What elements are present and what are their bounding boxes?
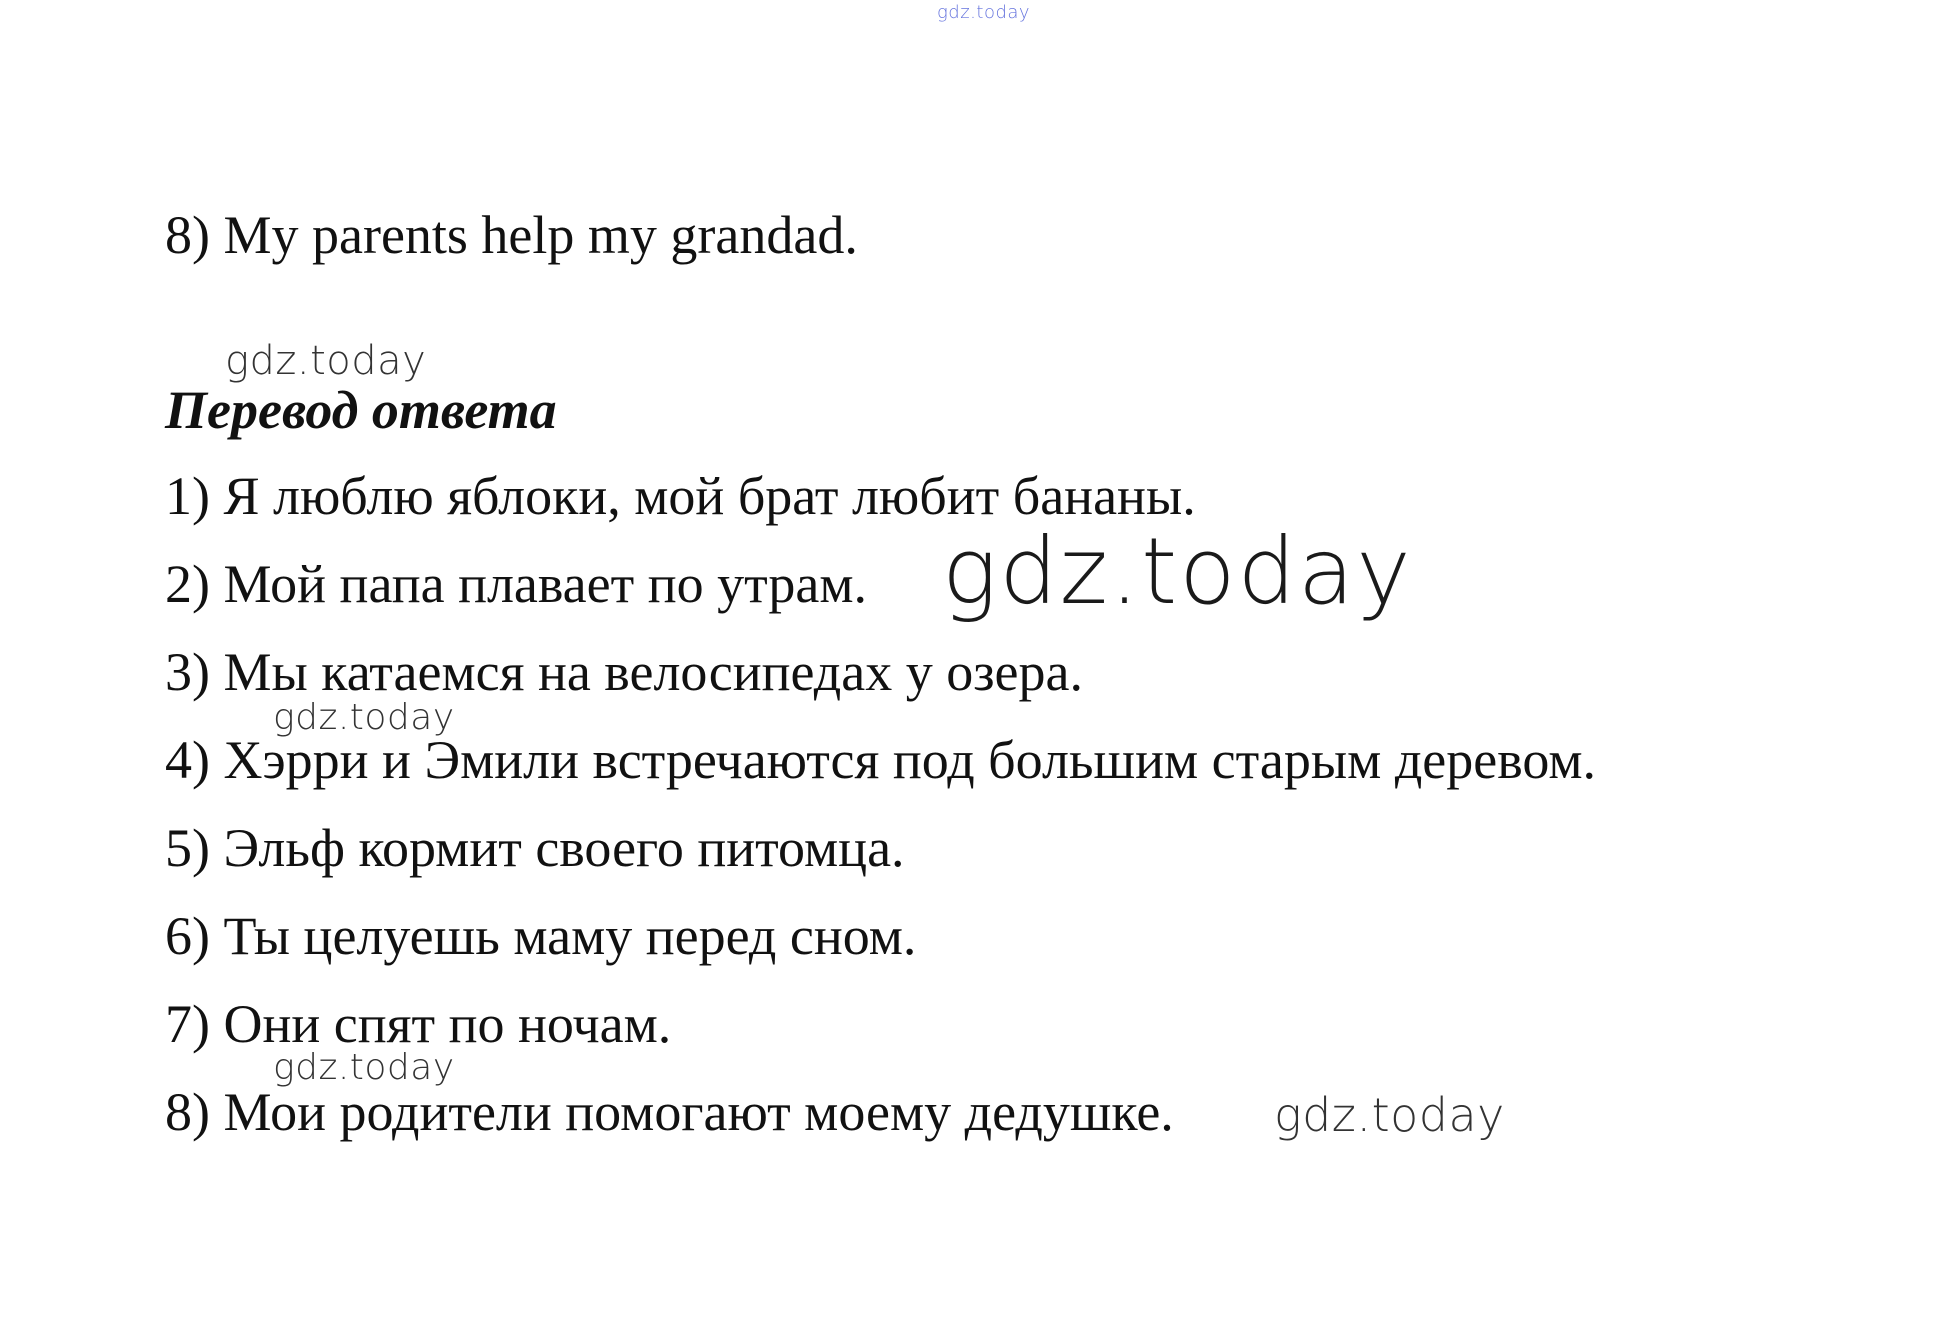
translation-line-6: 6) Ты целуешь маму перед сном. [165,906,917,966]
watermark: gdz.today [273,697,455,738]
watermark-top: gdz.today [937,2,1031,23]
watermark: gdz.today [225,338,427,384]
translation-line-1: 1) Я люблю яблоки, мой брат любит бананы. [165,466,1196,526]
translation-line-7: 7) Они спят по ночам. [165,994,672,1054]
translation-line-2: 2) Мой папа плавает по утрам. [165,554,867,614]
translation-line-4: 4) Хэрри и Эмили встречаются под большим старым деревом. [165,730,1596,790]
translation-heading: Перевод ответа [165,380,557,440]
original-sentence-8: 8) My parents help my grandad. [165,205,858,265]
watermark: gdz.today [273,1047,455,1088]
watermark: gdz.today [1274,1088,1505,1142]
translation-line-8: 8) Мои родители помогают моему дедушке. [165,1082,1174,1142]
translation-line-3: 3) Мы катаемся на велосипедах у озера. [165,642,1083,702]
translation-line-5: 5) Эльф кормит своего питомца. [165,818,905,878]
watermark-large: gdz.today [942,518,1413,625]
